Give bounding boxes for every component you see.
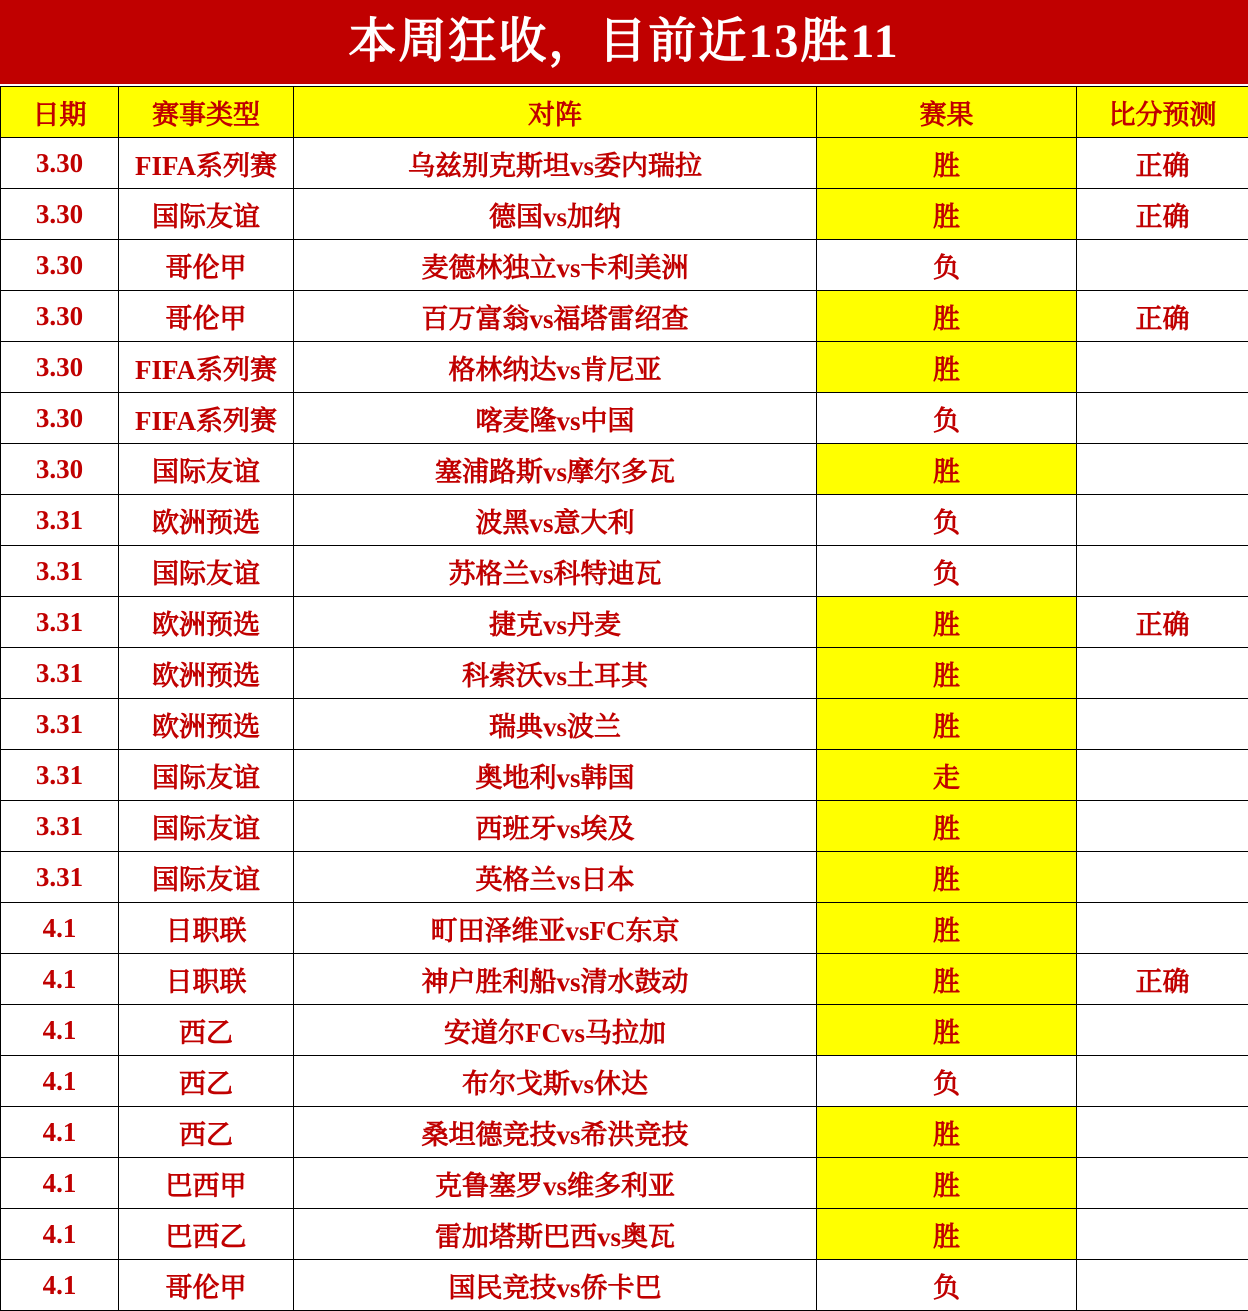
- cell-score-prediction: 正确: [1077, 189, 1248, 240]
- table-row: [1, 1260, 1248, 1311]
- cell-matchup: 桑坦德竞技vs希洪竞技: [294, 1107, 817, 1158]
- cell-result: 胜: [817, 597, 1077, 648]
- cell-result: 胜: [817, 801, 1077, 852]
- table-row: [1, 750, 1248, 801]
- table-row: [1, 444, 1248, 495]
- cell-score-prediction: [1077, 699, 1248, 750]
- cell-date: 3.30: [1, 444, 119, 495]
- cell-date: 4.1: [1, 1209, 119, 1260]
- cell-date: 3.30: [1, 189, 119, 240]
- cell-matchup: 奥地利vs韩国: [294, 750, 817, 801]
- cell-result: 胜: [817, 1005, 1077, 1056]
- cell-result: 负: [817, 393, 1077, 444]
- cell-score-prediction: [1077, 903, 1248, 954]
- column-header-date: 日期: [1, 87, 119, 138]
- cell-result: 胜: [817, 189, 1077, 240]
- cell-competition: 国际友谊: [119, 801, 294, 852]
- page-title: 本周狂收，目前近13胜11: [348, 18, 899, 66]
- column-header-result: 赛果: [817, 87, 1077, 138]
- table-row: [1, 852, 1248, 903]
- cell-result: 负: [817, 546, 1077, 597]
- cell-date: 3.31: [1, 597, 119, 648]
- cell-score-prediction: [1077, 444, 1248, 495]
- cell-result: 胜: [817, 852, 1077, 903]
- table-row: [1, 1005, 1248, 1056]
- cell-score-prediction: [1077, 648, 1248, 699]
- cell-competition: 国际友谊: [119, 852, 294, 903]
- cell-matchup: 克鲁塞罗vs维多利亚: [294, 1158, 817, 1209]
- cell-result: 胜: [817, 291, 1077, 342]
- cell-matchup: 神户胜利船vs清水鼓动: [294, 954, 817, 1005]
- cell-score-prediction: [1077, 240, 1248, 291]
- table-row: [1, 393, 1248, 444]
- cell-date: 3.30: [1, 393, 119, 444]
- cell-competition: 巴西甲: [119, 1158, 294, 1209]
- cell-competition: 日职联: [119, 954, 294, 1005]
- cell-score-prediction: [1077, 393, 1248, 444]
- table-row: [1, 699, 1248, 750]
- cell-result: 胜: [817, 954, 1077, 1005]
- cell-score-prediction: 正确: [1077, 597, 1248, 648]
- cell-score-prediction: 正确: [1077, 138, 1248, 189]
- table-header: [1, 87, 1248, 138]
- cell-result: 负: [817, 1260, 1077, 1311]
- cell-score-prediction: 正确: [1077, 291, 1248, 342]
- cell-competition: 巴西乙: [119, 1209, 294, 1260]
- cell-result: 胜: [817, 648, 1077, 699]
- cell-result: 负: [817, 240, 1077, 291]
- cell-score-prediction: [1077, 1005, 1248, 1056]
- cell-matchup: 波黑vs意大利: [294, 495, 817, 546]
- cell-score-prediction: [1077, 1056, 1248, 1107]
- cell-score-prediction: 正确: [1077, 954, 1248, 1005]
- cell-date: 4.1: [1, 903, 119, 954]
- cell-matchup: 格林纳达vs肯尼亚: [294, 342, 817, 393]
- table-row: [1, 1209, 1248, 1260]
- table-row: [1, 189, 1248, 240]
- cell-date: 4.1: [1, 1056, 119, 1107]
- cell-score-prediction: [1077, 750, 1248, 801]
- table-row: [1, 903, 1248, 954]
- cell-competition: 国际友谊: [119, 444, 294, 495]
- cell-score-prediction: [1077, 1158, 1248, 1209]
- cell-score-prediction: [1077, 546, 1248, 597]
- table-row: [1, 495, 1248, 546]
- cell-date: 3.31: [1, 699, 119, 750]
- cell-competition: 国际友谊: [119, 189, 294, 240]
- cell-result: 胜: [817, 903, 1077, 954]
- column-header-matchup: 对阵: [294, 87, 817, 138]
- table-row: [1, 597, 1248, 648]
- title-banner: [0, 0, 1248, 86]
- cell-competition: 欧洲预选: [119, 648, 294, 699]
- column-header-score-prediction: 比分预测: [1077, 87, 1248, 138]
- cell-date: 4.1: [1, 1158, 119, 1209]
- cell-date: 4.1: [1, 954, 119, 1005]
- cell-competition: FIFA系列赛: [119, 342, 294, 393]
- cell-matchup: 布尔戈斯vs休达: [294, 1056, 817, 1107]
- table-row: [1, 1158, 1248, 1209]
- cell-competition: 国际友谊: [119, 546, 294, 597]
- cell-competition: FIFA系列赛: [119, 138, 294, 189]
- cell-result: 胜: [817, 1209, 1077, 1260]
- table-row: [1, 342, 1248, 393]
- cell-competition: 国际友谊: [119, 750, 294, 801]
- cell-competition: 日职联: [119, 903, 294, 954]
- cell-result: 负: [817, 495, 1077, 546]
- cell-matchup: 麦德林独立vs卡利美洲: [294, 240, 817, 291]
- cell-score-prediction: [1077, 801, 1248, 852]
- cell-matchup: 乌兹别克斯坦vs委内瑞拉: [294, 138, 817, 189]
- cell-result: 胜: [817, 444, 1077, 495]
- column-header-competition: 赛事类型: [119, 87, 294, 138]
- cell-score-prediction: [1077, 1209, 1248, 1260]
- cell-score-prediction: [1077, 1107, 1248, 1158]
- cell-date: 3.30: [1, 138, 119, 189]
- cell-result: 胜: [817, 1107, 1077, 1158]
- cell-date: 4.1: [1, 1107, 119, 1158]
- cell-date: 3.30: [1, 240, 119, 291]
- table-row: [1, 240, 1248, 291]
- cell-score-prediction: [1077, 495, 1248, 546]
- cell-competition: 哥伦甲: [119, 1260, 294, 1311]
- cell-date: 3.30: [1, 342, 119, 393]
- cell-matchup: 国民竞技vs侨卡巴: [294, 1260, 817, 1311]
- cell-result: 负: [817, 1056, 1077, 1107]
- cell-matchup: 喀麦隆vs中国: [294, 393, 817, 444]
- cell-date: 3.31: [1, 546, 119, 597]
- cell-competition: FIFA系列赛: [119, 393, 294, 444]
- cell-competition: 西乙: [119, 1005, 294, 1056]
- cell-matchup: 德国vs加纳: [294, 189, 817, 240]
- cell-date: 4.1: [1, 1260, 119, 1311]
- cell-score-prediction: [1077, 852, 1248, 903]
- predictions-table: [0, 86, 1248, 1311]
- cell-score-prediction: [1077, 1260, 1248, 1311]
- cell-matchup: 百万富翁vs福塔雷绍查: [294, 291, 817, 342]
- cell-date: 3.31: [1, 801, 119, 852]
- cell-competition: 西乙: [119, 1107, 294, 1158]
- table-row: [1, 954, 1248, 1005]
- cell-matchup: 町田泽维亚vsFC东京: [294, 903, 817, 954]
- cell-result: 胜: [817, 342, 1077, 393]
- cell-date: 3.30: [1, 291, 119, 342]
- table-row: [1, 1056, 1248, 1107]
- cell-date: 3.31: [1, 750, 119, 801]
- cell-competition: 欧洲预选: [119, 597, 294, 648]
- table-row: [1, 648, 1248, 699]
- cell-matchup: 科索沃vs土耳其: [294, 648, 817, 699]
- cell-matchup: 英格兰vs日本: [294, 852, 817, 903]
- cell-matchup: 瑞典vs波兰: [294, 699, 817, 750]
- header-row: [1, 87, 1248, 138]
- table-row: [1, 291, 1248, 342]
- cell-competition: 欧洲预选: [119, 699, 294, 750]
- cell-matchup: 安道尔FCvs马拉加: [294, 1005, 817, 1056]
- cell-matchup: 捷克vs丹麦: [294, 597, 817, 648]
- cell-result: 胜: [817, 138, 1077, 189]
- cell-matchup: 西班牙vs埃及: [294, 801, 817, 852]
- cell-date: 3.31: [1, 648, 119, 699]
- table-row: [1, 138, 1248, 189]
- cell-date: 3.31: [1, 495, 119, 546]
- cell-date: 3.31: [1, 852, 119, 903]
- cell-competition: 哥伦甲: [119, 291, 294, 342]
- cell-result: 走: [817, 750, 1077, 801]
- cell-score-prediction: [1077, 342, 1248, 393]
- table-body: [1, 138, 1248, 1311]
- cell-competition: 哥伦甲: [119, 240, 294, 291]
- cell-matchup: 塞浦路斯vs摩尔多瓦: [294, 444, 817, 495]
- table-row: [1, 1107, 1248, 1158]
- cell-competition: 西乙: [119, 1056, 294, 1107]
- table-row: [1, 801, 1248, 852]
- cell-competition: 欧洲预选: [119, 495, 294, 546]
- cell-date: 4.1: [1, 1005, 119, 1056]
- cell-matchup: 雷加塔斯巴西vs奥瓦: [294, 1209, 817, 1260]
- cell-result: 胜: [817, 699, 1077, 750]
- table-row: [1, 546, 1248, 597]
- cell-matchup: 苏格兰vs科特迪瓦: [294, 546, 817, 597]
- cell-result: 胜: [817, 1158, 1077, 1209]
